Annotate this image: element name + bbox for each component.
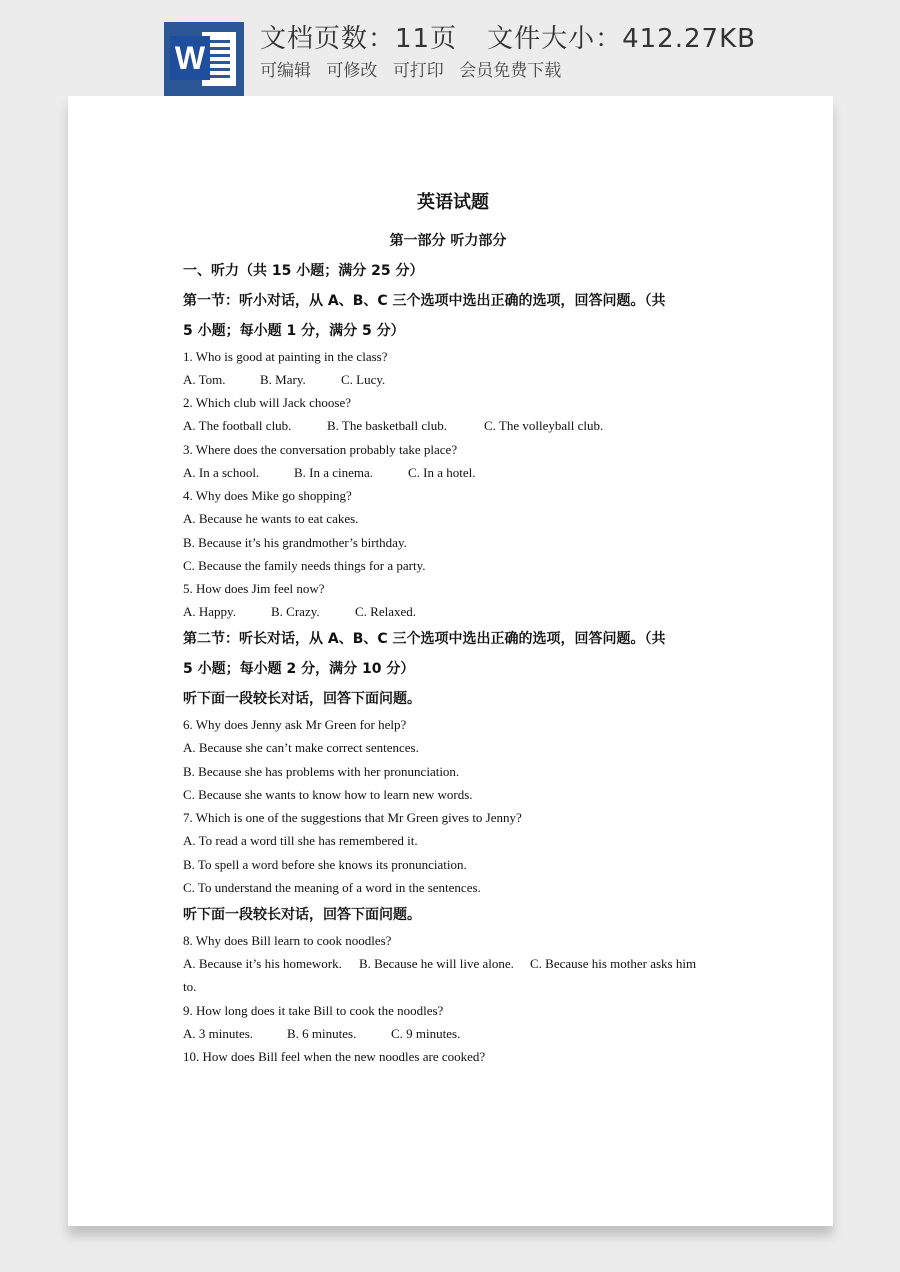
document-page (68, 96, 833, 1226)
question-8: 8. Why does Bill learn to cook noodles? (183, 933, 392, 948)
question-6-option-b: B. Because she has problems with her pronunciation. (183, 764, 460, 779)
question-2-options (183, 418, 603, 434)
question-5-options (183, 604, 416, 620)
option-c: C. The volleyball club. (484, 418, 604, 433)
section2-instruction-line1: 第二节：听长对话，从 A、B、C 三个选项中选出正确的选项，回答问题。（共 (183, 631, 666, 647)
question-4-option-c: C. Because the family needs things for a party. (183, 558, 426, 573)
section2-instruction-line2: 5 小题；每小题 2 分，满分 10 分） (183, 661, 415, 677)
feature-modifiable: 可修改 (326, 61, 378, 81)
question-6-option-c: C. Because she wants to know how to learn new words. (183, 787, 473, 802)
option-b: B. Crazy. (271, 604, 320, 619)
option-b: B. Mary. (260, 372, 306, 387)
question-1-options (183, 372, 385, 388)
word-document-icon (164, 22, 244, 96)
file-info (260, 18, 756, 55)
page-count: 文档页数：11页 (260, 24, 458, 54)
option-c: C. Relaxed. (355, 604, 417, 619)
question-1: 1. Who is good at painting in the class? (183, 349, 388, 364)
option-b: B. 6 minutes. (287, 1026, 357, 1041)
question-3: 3. Where does the conversation probably take place? (183, 442, 458, 457)
option-a: A. The football club. (183, 418, 292, 433)
feature-printable: 可打印 (392, 61, 444, 81)
section1-instruction-line1: 第一节：听小对话，从 A、B、C 三个选项中选出正确的选项，回答问题。（共 (183, 293, 666, 309)
option-a: A. 3 minutes. (183, 1026, 254, 1041)
option-b: B. The basketball club. (327, 418, 447, 433)
option-c: C. In a hotel. (408, 465, 476, 480)
option-a: A. Happy. (183, 604, 236, 619)
word-logo-letter: W (170, 36, 210, 80)
option-a: A. Because it’s his homework. (183, 956, 342, 971)
question-7-option-a: A. To read a word till she has remembered it. (183, 833, 418, 848)
part-heading: 一、听力（共 15 小题；满分 25 分） (183, 263, 424, 279)
option-c: C. Lucy. (341, 372, 386, 387)
feature-editable: 可编辑 (260, 61, 311, 81)
question-9-options (183, 1026, 460, 1042)
file-size: 文件大小：412.27KB (487, 24, 756, 54)
question-3-options (183, 465, 476, 481)
option-b: B. Because he will live alone. (359, 956, 514, 971)
feature-member-download: 会员免费下载 (459, 61, 562, 81)
option-c: C. Because his mother asks him (530, 956, 697, 971)
question-2: 2. Which club will Jack choose? (183, 395, 351, 410)
document-title: 英语试题 (417, 192, 489, 213)
question-9: 9. How long does it take Bill to cook the noodles? (183, 1003, 444, 1018)
option-c: C. 9 minutes. (391, 1026, 461, 1041)
option-a: A. In a school. (183, 465, 260, 480)
question-4: 4. Why does Mike go shopping? (183, 488, 352, 503)
option-a: A. Tom. (183, 372, 226, 387)
question-6-option-a: A. Because she can’t make correct sentences. (183, 740, 419, 755)
question-8-continuation: to. (183, 979, 197, 994)
question-6: 6. Why does Jenny ask Mr Green for help? (183, 717, 407, 732)
question-10: 10. How does Bill feel when the new noodles are cooked? (183, 1049, 486, 1064)
option-b: B. In a cinema. (294, 465, 374, 480)
question-4-option-a: A. Because he wants to eat cakes. (183, 511, 359, 526)
feature-list (260, 56, 571, 81)
long-dialogue-instruction-1: 听下面一段较长对话，回答下面问题。 (183, 691, 421, 707)
question-7-option-c: C. To understand the meaning of a word in the sentences. (183, 880, 481, 895)
section1-instruction-line2: 5 小题；每小题 1 分，满分 5 分） (183, 323, 405, 339)
question-7: 7. Which is one of the suggestions that Mr Green gives to Jenny? (183, 810, 522, 825)
long-dialogue-instruction-2: 听下面一段较长对话，回答下面问题。 (183, 907, 421, 923)
question-4-option-b: B. Because it’s his grandmother’s birthday. (183, 535, 407, 550)
question-7-option-b: B. To spell a word before she knows its pronunciation. (183, 857, 467, 872)
question-8-options (183, 956, 696, 972)
document-subtitle: 第一部分 听力部分 (389, 233, 507, 249)
download-banner (0, 0, 900, 100)
question-5: 5. How does Jim feel now? (183, 581, 325, 596)
